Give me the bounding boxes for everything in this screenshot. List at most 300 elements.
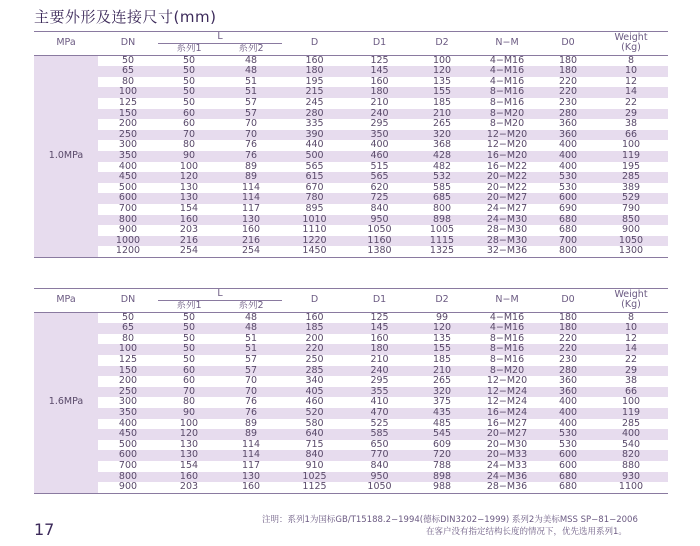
table-cell: 99 (412, 312, 472, 323)
table-cell: 8 (594, 312, 668, 323)
table-cell: 51 (220, 344, 282, 355)
table-cell: 615 (282, 172, 347, 183)
table-row (34, 77, 668, 88)
table-cell: 600 (98, 450, 158, 461)
table-row (34, 440, 668, 451)
table-cell: 800 (542, 246, 594, 257)
table-cell: 565 (282, 162, 347, 173)
table-cell: 12 (594, 77, 668, 88)
header-d1: D1 (372, 37, 387, 48)
table-cell: 180 (542, 55, 594, 66)
table-cell: 125 (98, 98, 158, 109)
table-cell: 4−M16 (472, 77, 542, 88)
header-d2: D2 (435, 294, 449, 305)
table-cell: 400 (594, 429, 668, 440)
table-cell: 90 (158, 408, 220, 419)
table-cell: 50 (158, 77, 220, 88)
table-cell: 400 (542, 151, 594, 162)
table-cell: 320 (412, 387, 472, 398)
header-mpa: MPa (56, 294, 76, 305)
table-cell: 155 (412, 344, 472, 355)
table-cell: 16−M27 (472, 419, 542, 430)
table-cell: 240 (347, 109, 412, 120)
table-cell: 360 (542, 119, 594, 130)
table-cell: 185 (412, 98, 472, 109)
table-cell: 150 (98, 109, 158, 120)
table-cell: 898 (412, 215, 472, 226)
table-cell: 1050 (347, 482, 412, 493)
table-cell: 240 (347, 366, 412, 377)
table-row (34, 450, 668, 461)
table-cell: 1220 (282, 236, 347, 247)
table-cell: 114 (220, 450, 282, 461)
table-cell: 680 (542, 215, 594, 226)
table-cell: 220 (542, 334, 594, 345)
table-cell: 898 (412, 472, 472, 483)
table-cell: 145 (347, 66, 412, 77)
table-cell: 900 (98, 225, 158, 236)
table-cell: 685 (412, 193, 472, 204)
table-row (34, 334, 668, 345)
table-row (34, 87, 668, 98)
header-l-series1: 系列1 (176, 43, 202, 54)
table-cell: 360 (542, 376, 594, 387)
header-d0: D0 (561, 294, 575, 305)
table-cell: 715 (282, 440, 347, 451)
table-cell: 210 (412, 366, 472, 377)
table-cell: 4−M16 (472, 312, 542, 323)
table-cell: 650 (347, 440, 412, 451)
table-row (34, 183, 668, 194)
table-cell: 400 (542, 408, 594, 419)
table-cell: 670 (282, 183, 347, 194)
table-cell: 450 (98, 172, 158, 183)
table-cell: 600 (542, 450, 594, 461)
table-cell: 160 (347, 77, 412, 88)
table-cell: 89 (220, 429, 282, 440)
table-cell: 48 (220, 66, 282, 77)
table-row (34, 376, 668, 387)
table-cell: 180 (347, 344, 412, 355)
table-cell: 80 (158, 397, 220, 408)
table-cell: 788 (412, 461, 472, 472)
table-cell: 57 (220, 109, 282, 120)
table-cell: 390 (282, 130, 347, 141)
table-cell: 1380 (347, 246, 412, 257)
table-cell: 500 (98, 183, 158, 194)
header-l-series2: 系列2 (238, 300, 264, 311)
header-weight-unit: (Kg) (621, 42, 641, 54)
table-cell: 28−M36 (472, 482, 542, 493)
table-cell: 230 (542, 355, 594, 366)
table-cell: 8 (594, 55, 668, 66)
table-row (34, 204, 668, 215)
table-cell: 1115 (412, 236, 472, 247)
page-title: 主要外形及连接尺寸(mm) (34, 8, 217, 26)
table-cell: 640 (282, 429, 347, 440)
table-cell: 485 (412, 419, 472, 430)
table-cell: 8−M16 (472, 98, 542, 109)
header-d0: D0 (561, 37, 575, 48)
table-cell: 609 (412, 440, 472, 451)
table-cell: 12 (594, 334, 668, 345)
table-cell: 160 (347, 334, 412, 345)
table-cell: 12−M24 (472, 397, 542, 408)
table-cell: 50 (158, 66, 220, 77)
table-cell: 154 (158, 204, 220, 215)
table-cell: 20−M30 (472, 440, 542, 451)
table-cell: 154 (158, 461, 220, 472)
table-cell: 930 (594, 472, 668, 483)
table-cell: 4−M16 (472, 323, 542, 334)
table-cell: 428 (412, 151, 472, 162)
table-cell: 60 (158, 376, 220, 387)
header-l-series1: 系列1 (176, 300, 202, 311)
table-row (34, 472, 668, 483)
table-cell: 180 (347, 87, 412, 98)
table-cell: 8−M20 (472, 366, 542, 377)
table-cell: 12−M20 (472, 376, 542, 387)
table-cell: 90 (158, 151, 220, 162)
table-cell: 80 (98, 77, 158, 88)
table-cell: 160 (158, 472, 220, 483)
table-cell: 400 (542, 140, 594, 151)
table-cell: 350 (98, 408, 158, 419)
table-cell: 130 (158, 183, 220, 194)
table-cell: 210 (347, 355, 412, 366)
table-row (34, 66, 668, 77)
table-cell: 580 (282, 419, 347, 430)
table-cell: 620 (347, 183, 412, 194)
header-weight-label: Weight (614, 288, 648, 300)
table-row (34, 140, 668, 151)
table-row (34, 344, 668, 355)
table-cell: 585 (347, 429, 412, 440)
table-cell: 20−M27 (472, 429, 542, 440)
table-cell: 70 (158, 130, 220, 141)
header-l: L (158, 289, 282, 301)
dimension-table-1-6mpa (34, 288, 668, 494)
table-cell: 245 (282, 98, 347, 109)
table-cell: 530 (542, 183, 594, 194)
table-cell: 114 (220, 193, 282, 204)
table-cell: 200 (282, 334, 347, 345)
table-cell: 530 (542, 429, 594, 440)
table-row (34, 246, 668, 257)
table-cell: 28−M30 (472, 225, 542, 236)
table-cell: 66 (594, 130, 668, 141)
table-cell: 1450 (282, 246, 347, 257)
table-cell: 216 (158, 236, 220, 247)
table-row (34, 355, 668, 366)
table-cell: 20−M27 (472, 193, 542, 204)
table-cell: 8−M16 (472, 355, 542, 366)
table-cell: 89 (220, 172, 282, 183)
table-cell: 70 (220, 119, 282, 130)
table-cell: 840 (282, 450, 347, 461)
table-cell: 210 (412, 109, 472, 120)
table-cell: 250 (282, 355, 347, 366)
table-cell: 565 (347, 172, 412, 183)
table-cell: 210 (347, 98, 412, 109)
table-cell: 4−M16 (472, 55, 542, 66)
table-cell: 400 (542, 419, 594, 430)
table-cell: 1000 (98, 236, 158, 247)
header-dn: DN (120, 294, 136, 305)
table-cell: 70 (220, 376, 282, 387)
table-cell: 532 (412, 172, 472, 183)
table-cell: 48 (220, 323, 282, 334)
table-cell: 895 (282, 204, 347, 215)
table-cell: 120 (412, 323, 472, 334)
table-cell: 8−M16 (472, 344, 542, 355)
table-cell: 60 (158, 109, 220, 120)
table-cell: 254 (158, 246, 220, 257)
header-d: D (310, 37, 319, 48)
table-row (34, 387, 668, 398)
table-cell: 130 (220, 215, 282, 226)
table-cell: 195 (594, 162, 668, 173)
table-cell: 285 (282, 366, 347, 377)
table-cell: 57 (220, 366, 282, 377)
table-cell: 130 (158, 193, 220, 204)
table-cell: 50 (98, 55, 158, 66)
header-d1: D1 (372, 294, 387, 305)
table-cell: 125 (347, 312, 412, 323)
table-cell: 410 (347, 397, 412, 408)
table-cell: 585 (412, 183, 472, 194)
table-cell: 500 (282, 151, 347, 162)
table-cell: 220 (542, 77, 594, 88)
table-cell: 280 (542, 109, 594, 120)
table-cell: 355 (347, 387, 412, 398)
table-cell: 185 (412, 355, 472, 366)
table-cell: 100 (594, 140, 668, 151)
table-cell: 700 (542, 236, 594, 247)
table-cell: 220 (542, 344, 594, 355)
table-cell: 545 (412, 429, 472, 440)
table-cell: 265 (412, 119, 472, 130)
table-cell: 125 (98, 355, 158, 366)
table-cell: 200 (98, 376, 158, 387)
table-cell: 295 (347, 119, 412, 130)
table-cell: 22 (594, 98, 668, 109)
table-cell: 520 (282, 408, 347, 419)
table-row (34, 461, 668, 472)
table-cell: 195 (282, 77, 347, 88)
table-cell: 16−M24 (472, 408, 542, 419)
table-cell: 1300 (594, 246, 668, 257)
table-cell: 680 (542, 482, 594, 493)
footnote-default: 在客户没有指定结构长度的情况下，优先选用系列1。 (426, 527, 627, 537)
table-cell: 50 (98, 312, 158, 323)
table-cell: 700 (98, 461, 158, 472)
table-cell: 8−M20 (472, 119, 542, 130)
table-cell: 350 (347, 130, 412, 141)
table-cell: 29 (594, 366, 668, 377)
table-cell: 50 (158, 87, 220, 98)
table-cell: 450 (98, 429, 158, 440)
table-cell: 720 (412, 450, 472, 461)
table-cell: 335 (282, 119, 347, 130)
table-cell: 114 (220, 183, 282, 194)
table-cell: 76 (220, 408, 282, 419)
table-cell: 600 (542, 193, 594, 204)
table-cell: 50 (158, 98, 220, 109)
table-cell: 20−M22 (472, 172, 542, 183)
table-cell: 120 (158, 172, 220, 183)
table-cell: 117 (220, 204, 282, 215)
table-cell: 38 (594, 376, 668, 387)
table-cell: 203 (158, 225, 220, 236)
table-cell: 100 (158, 419, 220, 430)
table-cell: 1050 (347, 225, 412, 236)
table-cell: 800 (98, 215, 158, 226)
table-row (34, 193, 668, 204)
table-cell: 200 (98, 119, 158, 130)
table-row (34, 172, 668, 183)
table-cell: 89 (220, 419, 282, 430)
table-cell: 350 (98, 151, 158, 162)
table-cell: 530 (542, 172, 594, 183)
table-cell: 119 (594, 151, 668, 162)
table-cell: 216 (220, 236, 282, 247)
table-cell: 24−M27 (472, 204, 542, 215)
table-cell: 460 (282, 397, 347, 408)
table-cell: 160 (220, 225, 282, 236)
table-cell: 57 (220, 98, 282, 109)
table-cell: 250 (98, 130, 158, 141)
header-weight (594, 32, 668, 56)
table-cell: 375 (412, 397, 472, 408)
table-cell: 4−M16 (472, 66, 542, 77)
table-cell: 66 (594, 387, 668, 398)
table-cell: 400 (542, 162, 594, 173)
table-cell: 20−M22 (472, 183, 542, 194)
table-cell: 529 (594, 193, 668, 204)
table-cell: 482 (412, 162, 472, 173)
page-number: 17 (34, 520, 55, 539)
table-cell: 22 (594, 355, 668, 366)
header-weight (594, 289, 668, 313)
table-cell: 285 (594, 419, 668, 430)
table-cell: 460 (347, 151, 412, 162)
table-row (34, 312, 668, 323)
table-cell: 28−M30 (472, 236, 542, 247)
table-cell: 76 (220, 151, 282, 162)
table-row (34, 151, 668, 162)
table-row (34, 366, 668, 377)
table-cell: 500 (98, 440, 158, 451)
pressure-rating-cell: 1.6MPa (34, 312, 98, 493)
table-cell: 57 (220, 355, 282, 366)
table-cell: 145 (347, 323, 412, 334)
table-cell: 600 (98, 193, 158, 204)
table-row (34, 162, 668, 173)
table-row (34, 109, 668, 120)
pressure-rating-cell: 1.0MPa (34, 55, 98, 257)
table-cell: 130 (158, 440, 220, 451)
table-cell: 20−M33 (472, 450, 542, 461)
table-cell: 60 (158, 119, 220, 130)
table-cell: 530 (542, 440, 594, 451)
table-cell: 50 (158, 323, 220, 334)
table-cell: 950 (347, 215, 412, 226)
table-cell: 125 (347, 55, 412, 66)
table-cell: 1005 (412, 225, 472, 236)
table-row (34, 397, 668, 408)
table-cell: 76 (220, 397, 282, 408)
header-d: D (310, 294, 319, 305)
table-cell: 32−M36 (472, 246, 542, 257)
table-cell: 400 (347, 140, 412, 151)
table-cell: 180 (542, 323, 594, 334)
table-cell: 12−M20 (472, 130, 542, 141)
table-cell: 800 (98, 472, 158, 483)
table-cell: 440 (282, 140, 347, 151)
table-cell: 160 (158, 215, 220, 226)
header-d2: D2 (435, 37, 449, 48)
table-cell: 80 (158, 140, 220, 151)
table-cell: 540 (594, 440, 668, 451)
table-cell: 100 (158, 162, 220, 173)
table-cell: 14 (594, 344, 668, 355)
table-cell: 220 (542, 87, 594, 98)
table-cell: 300 (98, 397, 158, 408)
table-cell: 220 (282, 344, 347, 355)
table-cell: 360 (542, 387, 594, 398)
table-cell: 100 (594, 397, 668, 408)
table-cell: 820 (594, 450, 668, 461)
table-cell: 230 (542, 98, 594, 109)
table-cell: 203 (158, 482, 220, 493)
table-cell: 180 (542, 312, 594, 323)
header-l: L (158, 32, 282, 44)
table-cell: 250 (98, 387, 158, 398)
table-cell: 160 (282, 312, 347, 323)
table-cell: 10 (594, 323, 668, 334)
table-cell: 135 (412, 77, 472, 88)
table-cell: 285 (594, 172, 668, 183)
table-row (34, 225, 668, 236)
table-cell: 850 (594, 215, 668, 226)
table-cell: 389 (594, 183, 668, 194)
table-cell: 280 (542, 366, 594, 377)
table-cell: 400 (98, 419, 158, 430)
table-cell: 1010 (282, 215, 347, 226)
table-cell: 24−M30 (472, 215, 542, 226)
table-cell: 150 (98, 366, 158, 377)
table-cell: 50 (158, 55, 220, 66)
table-cell: 180 (542, 66, 594, 77)
table-cell: 24−M36 (472, 472, 542, 483)
table-cell: 51 (220, 334, 282, 345)
table-cell: 8−M16 (472, 87, 542, 98)
table-cell: 80 (98, 334, 158, 345)
table-cell: 1100 (594, 482, 668, 493)
table-cell: 690 (542, 204, 594, 215)
table-cell: 76 (220, 140, 282, 151)
table-cell: 130 (158, 450, 220, 461)
table-cell: 38 (594, 119, 668, 130)
table-cell: 10 (594, 66, 668, 77)
table-cell: 100 (98, 344, 158, 355)
table-cell: 155 (412, 87, 472, 98)
table-cell: 950 (347, 472, 412, 483)
table-cell: 65 (98, 66, 158, 77)
table-cell: 254 (220, 246, 282, 257)
table-cell: 790 (594, 204, 668, 215)
